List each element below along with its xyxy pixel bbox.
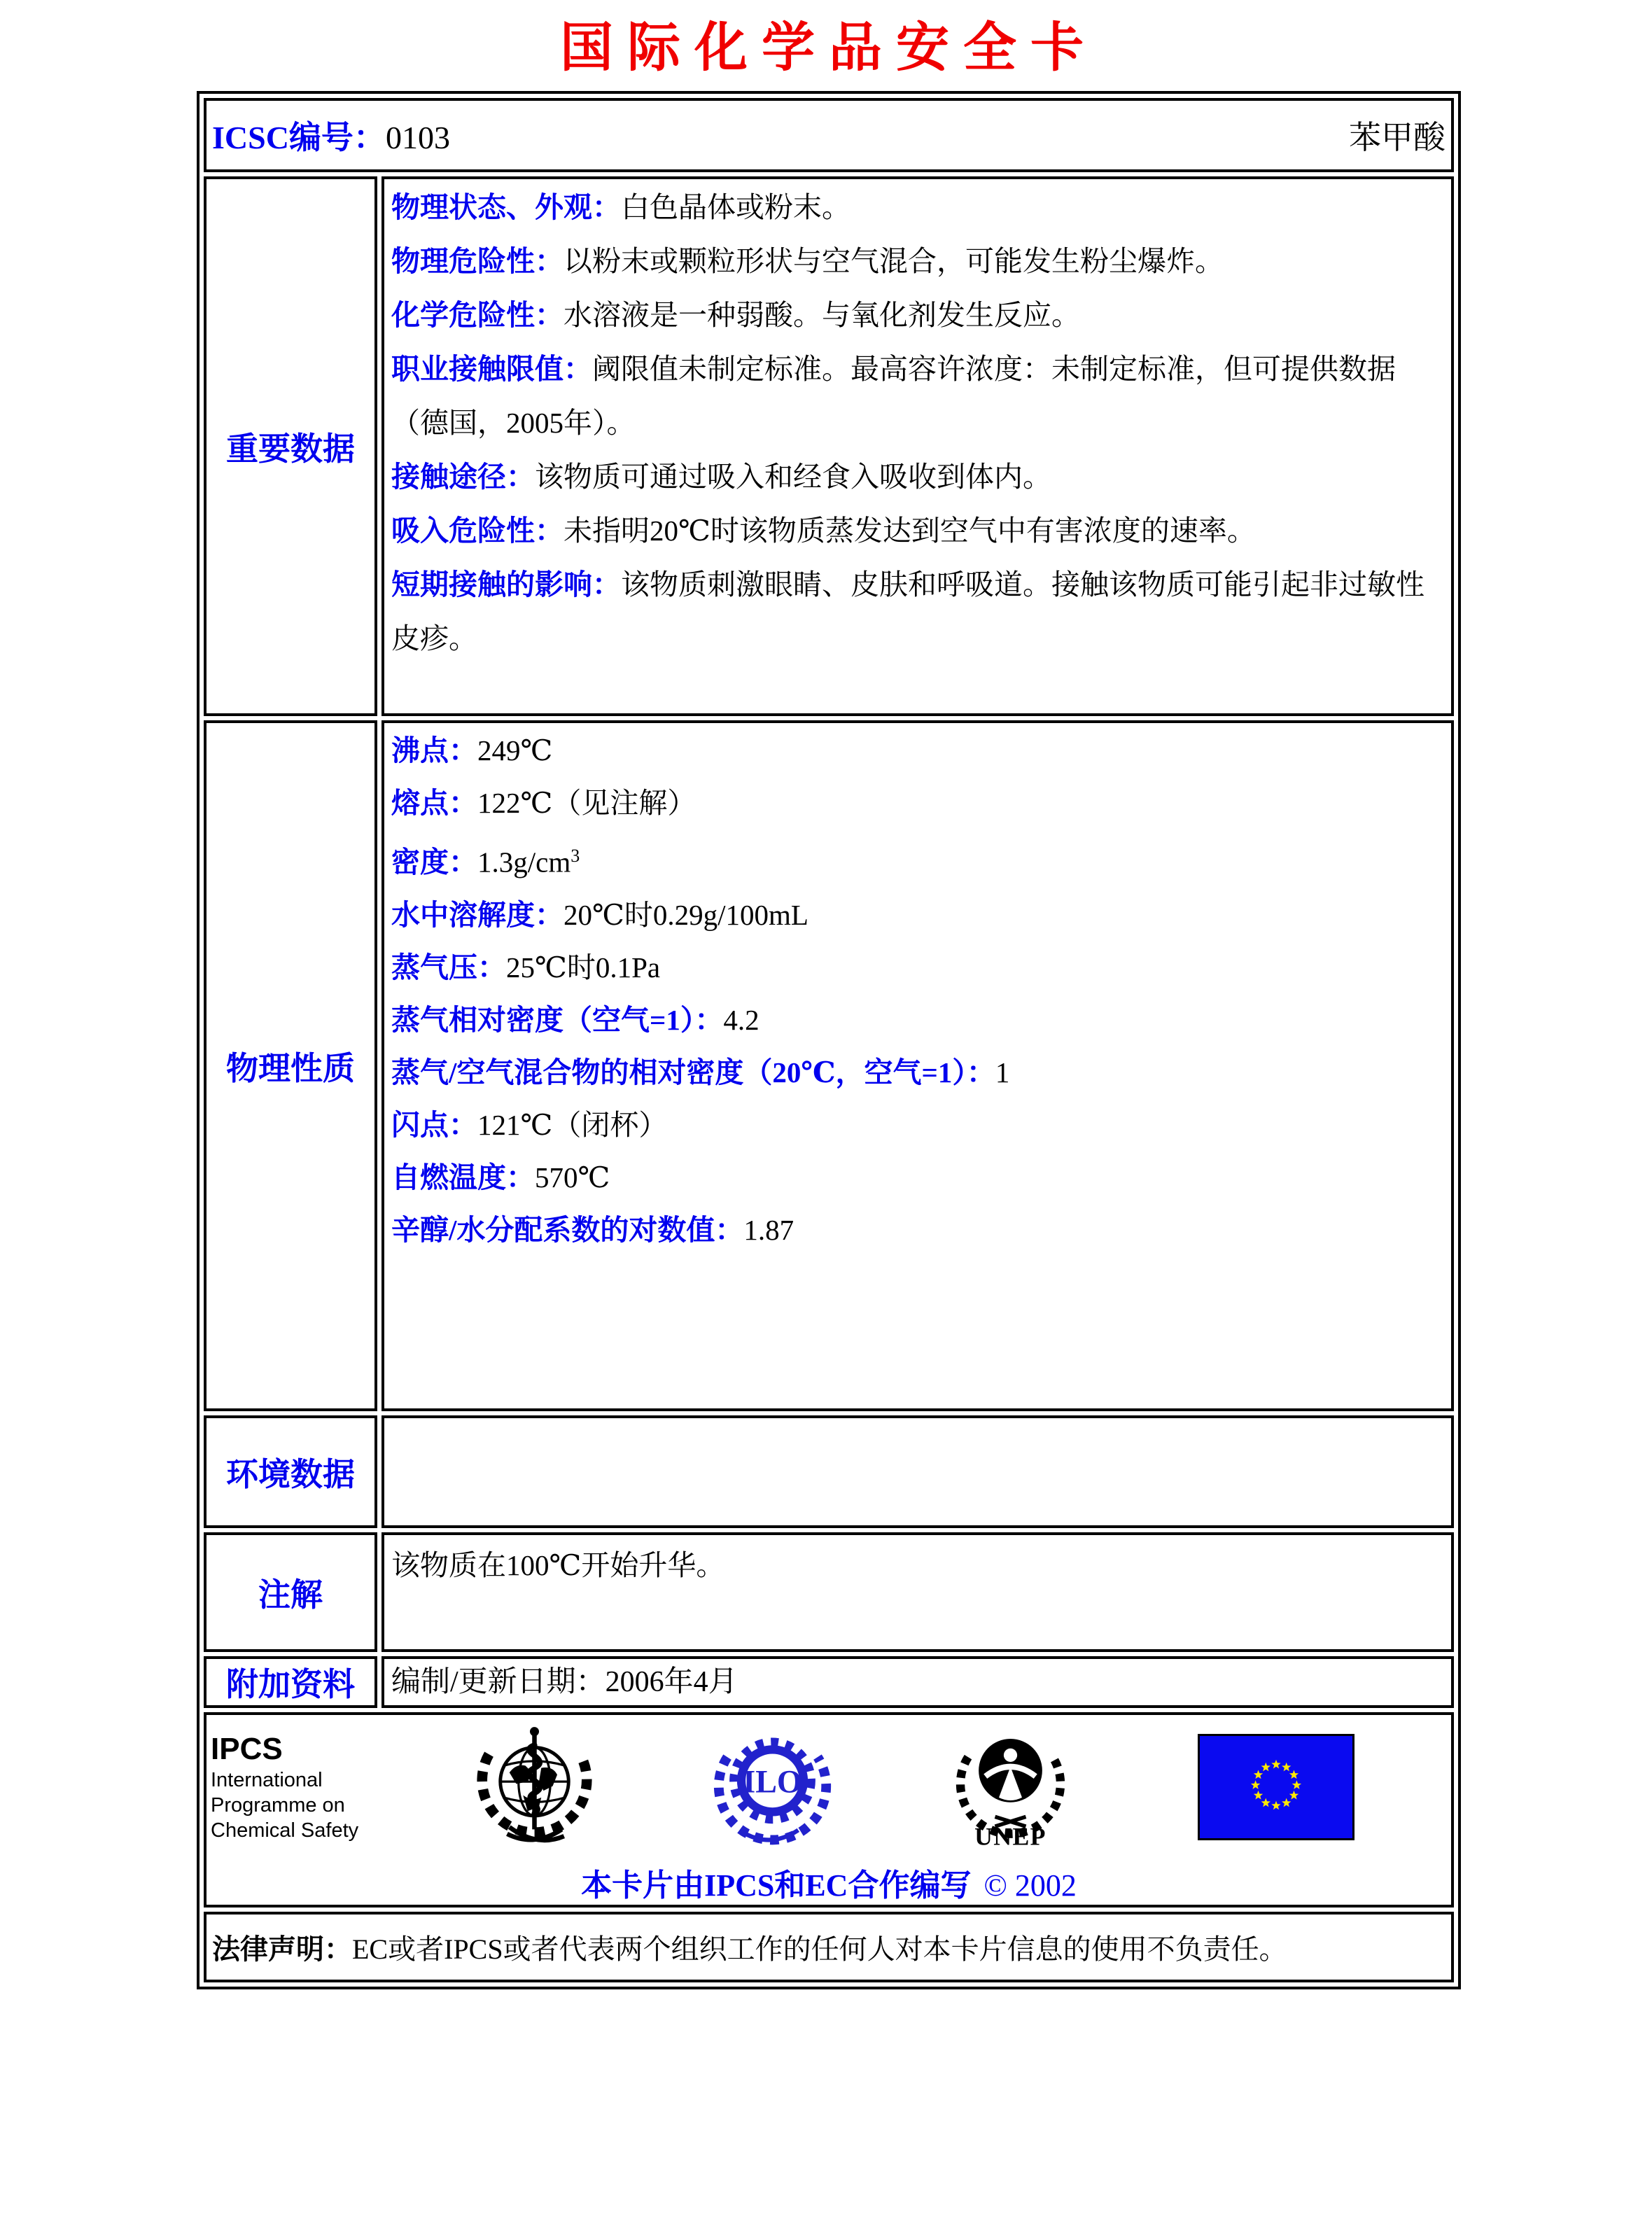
cooperation-caption: [206, 1860, 1451, 1905]
line-label: 职业接触限值：: [391, 353, 592, 385]
property-line: [391, 889, 1446, 941]
line-text: 水溶液是一种弱酸。与氧化剂发生反应。: [564, 299, 1080, 331]
line-text: 249℃: [477, 734, 553, 766]
line-label: 蒸气相对密度（空气=1）：: [391, 1003, 724, 1036]
unep-letters: UNEP: [974, 1822, 1046, 1848]
additional-info-label: 附加资料: [204, 1656, 377, 1708]
line-text: 570℃: [535, 1161, 610, 1194]
property-line: [391, 941, 1446, 994]
property-line: [391, 1046, 1446, 1099]
line-label: 蒸气压：: [391, 951, 506, 983]
line-label: 吸入危险性：: [391, 514, 564, 547]
logos-row: [204, 1712, 1454, 1907]
line-label: 短期接触的影响：: [391, 568, 621, 601]
ipcs-subline: International: [211, 1768, 323, 1791]
line-text: 122℃（见注解）: [477, 787, 696, 819]
line-label: 自燃温度：: [391, 1161, 535, 1194]
additional-info-content: [382, 1656, 1454, 1708]
line-text: 1.87: [743, 1213, 794, 1246]
ipcs-acronym: IPCS: [211, 1731, 283, 1766]
important-data-content: [382, 176, 1454, 716]
icsc-number-label: ICSC编号：: [212, 120, 386, 155]
physical-properties-content: [382, 720, 1454, 1411]
line-label: 密度：: [391, 846, 477, 878]
line-text: 25℃时0.1Pa: [506, 951, 661, 983]
note-line: 该物质在100℃开始升华。: [391, 1549, 725, 1581]
chemical-name: 苯甲酸: [1349, 120, 1446, 155]
property-line: [391, 994, 1446, 1046]
data-line: [391, 181, 1446, 234]
data-line: [391, 558, 1446, 666]
line-text: 1: [995, 1056, 1010, 1088]
line-label: 熔点：: [391, 787, 477, 819]
important-data-row: [204, 176, 1454, 716]
line-label: 接触途径：: [391, 461, 535, 493]
notes-row: [204, 1532, 1454, 1652]
caption-text: 本卡片由IPCS和EC合作编写: [581, 1868, 972, 1903]
line-text: 阈限值未制定标准。最高容许浓度：未制定标准，但可提供数据（德国，2005年）。: [391, 353, 1396, 439]
icsc-number-cell: [204, 98, 1454, 172]
property-line: [391, 777, 1446, 830]
additional-info-row: [204, 1656, 1454, 1708]
notes-content: [382, 1532, 1454, 1652]
legal-cell: [204, 1912, 1454, 1982]
data-line: [391, 234, 1446, 288]
property-line: [391, 1152, 1446, 1204]
property-line: [391, 724, 1446, 777]
important-data-label: 重要数据: [204, 176, 377, 716]
physical-properties-row: [204, 720, 1454, 1411]
line-label: 蒸气/空气混合物的相对密度（20℃，空气=1）：: [391, 1056, 995, 1088]
line-text: 1.3g/cm: [477, 846, 571, 878]
line-label: 物理状态、外观：: [391, 191, 621, 223]
legal-label: 法律声明：: [212, 1933, 352, 1965]
line-text: 该物质刺激眼睛、皮肤和呼吸道。接触该物质可能引起非过敏性皮疹。: [391, 568, 1424, 654]
unep-icon: [953, 1722, 1068, 1851]
ilo-icon: [708, 1723, 837, 1851]
update-date-line: 编制/更新日期：2006年4月: [391, 1666, 738, 1698]
data-line: [391, 450, 1446, 504]
environmental-data-label: 环境数据: [204, 1415, 377, 1528]
ipcs-subline: Programme on: [211, 1793, 345, 1816]
ilo-letters: ILO: [743, 1763, 802, 1800]
superscript: 3: [570, 846, 580, 866]
line-text: 未指明20℃时该物质蒸发达到空气中有害浓度的速率。: [564, 514, 1256, 547]
legal-text: EC或者IPCS或者代表两个组织工作的任何人对本卡片信息的使用不负责任。: [352, 1933, 1287, 1965]
line-label: 化学危险性：: [391, 299, 564, 331]
who-icon: [466, 1722, 603, 1851]
line-text: 白色晶体或粉末。: [621, 191, 850, 223]
data-line: [391, 342, 1446, 450]
legal-row: [204, 1912, 1454, 1982]
caption-year: © 2002: [983, 1868, 1077, 1903]
data-line: [391, 288, 1446, 342]
environmental-data-row: [204, 1415, 1454, 1528]
icsc-number-value: 0103: [385, 120, 450, 155]
line-text: 以粉末或颗粒形状与空气混合，可能发生粉尘爆炸。: [564, 245, 1224, 277]
line-label: 水中溶解度：: [391, 898, 564, 931]
property-line: [391, 1204, 1446, 1256]
logos-cell: [204, 1712, 1454, 1907]
line-text: 20℃时0.29g/100mL: [564, 898, 808, 931]
icsc-number-group: [212, 112, 450, 158]
property-line: [391, 830, 1446, 889]
line-text: 4.2: [723, 1003, 760, 1036]
line-label: 物理危险性：: [391, 245, 564, 277]
icsc-card-table: [197, 91, 1461, 1989]
page-title: 国际化学品安全卡: [560, 16, 1098, 78]
property-line: [391, 1099, 1446, 1152]
line-label: 闪点：: [391, 1108, 477, 1141]
environmental-data-content: [382, 1415, 1454, 1528]
eu-flag-icon: [1198, 1734, 1354, 1840]
data-line: [391, 504, 1446, 558]
ipcs-subline: Chemical Safety: [211, 1819, 359, 1842]
notes-label: 注解: [204, 1532, 377, 1652]
ipcs-text-block: [211, 1731, 396, 1843]
line-label: 沸点：: [391, 734, 477, 766]
physical-properties-label: 物理性质: [204, 720, 377, 1411]
line-text: 121℃（闭杯）: [477, 1108, 668, 1141]
line-label: 辛醇/水分配系数的对数值：: [391, 1213, 744, 1246]
icsc-number-row: [204, 98, 1454, 172]
line-text: 该物质可通过吸入和经食入吸收到体内。: [535, 461, 1051, 493]
